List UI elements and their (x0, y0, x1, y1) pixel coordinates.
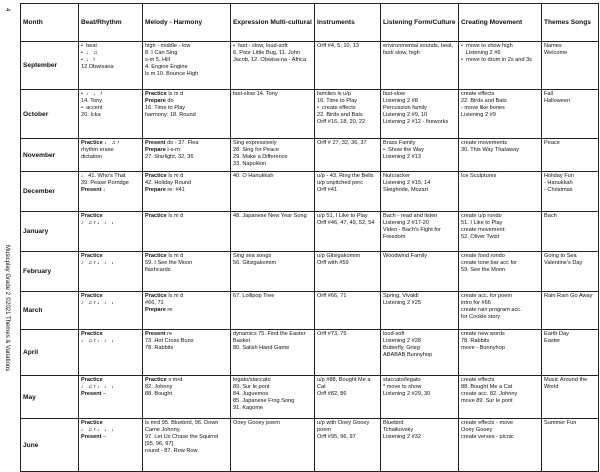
cell-line: 6. Poor Little Bug, 11. John Jacob, 12. Obwisa-na - Africa (233, 50, 307, 63)
cell-line: u/p Gitsigakomim (317, 253, 361, 259)
cell-line: • ♩ 𝄽 (81, 57, 95, 63)
cell-line: dictation (81, 154, 102, 160)
cell-line: Orff #82, 86 (317, 391, 347, 397)
cell-line: 22. Birds and Bats (317, 112, 363, 118)
header-melody-harmony: Melody - Harmony (143, 4, 231, 42)
cell-line: #66, 71 (145, 300, 164, 306)
table-row (21, 252, 599, 292)
cell-line: Listening 2 #28 (383, 338, 421, 344)
cell-line: create tone bar acc for (461, 260, 517, 266)
cell-line: Practice ls m d (145, 253, 184, 259)
cell-line: loud-soft (383, 331, 405, 337)
cell-line: create rain program acc. (461, 307, 522, 313)
cell-line: 52. Oliver Twist (461, 234, 500, 240)
cell-line: ♩ ♫ 𝄽 ♩ ♩ ♩ (81, 384, 118, 390)
cell-line: 88. Bought (145, 391, 173, 397)
month-cell: January (21, 212, 79, 252)
cell-line: ♩ 41. Who's That (81, 173, 126, 179)
cell-line: Present ♩ (81, 187, 109, 193)
cell-line: Orff #4, 5, 10, 13 (317, 43, 359, 49)
table-cell (459, 330, 542, 376)
cell-line: Peace (544, 140, 560, 146)
table-cell (542, 212, 599, 252)
month-cell: September (21, 42, 79, 90)
cell-line: Listening 2 #15, 14 (383, 180, 431, 186)
table-cell (79, 212, 143, 252)
cell-line: Sleighride, Mozart (383, 187, 429, 193)
cell-line: 82. Johnny (145, 384, 173, 390)
table-cell (542, 139, 599, 172)
cell-line: Listening 2 #17-20 (383, 220, 430, 226)
cell-line: create effects (461, 377, 495, 383)
table-row (21, 42, 599, 90)
table-cell (231, 330, 315, 376)
cell-line: ls m 10. Bounce High (145, 71, 199, 77)
cell-line: Listening 2 #13 (383, 154, 421, 160)
cell-line: 42. Holiday Round (145, 180, 192, 186)
table-row (21, 212, 599, 252)
table-cell (459, 139, 542, 172)
cell-line: flashcards (145, 267, 171, 273)
cell-line: Nutcracker (383, 173, 411, 179)
cell-line: Orff #66, 71 (317, 293, 347, 299)
cell-line: Practice ls m d (145, 91, 184, 97)
cell-line: Woodwind Family (383, 253, 428, 259)
cell-line: u/p with Ooey Gooey poem (317, 420, 371, 433)
cell-line: Present – (81, 434, 107, 440)
cell-line: Orff #16, 18, 20, 22 (317, 119, 366, 125)
cell-line: Tchaikovsky (383, 427, 414, 433)
cell-line: harmony: 18. Round (145, 112, 196, 118)
cell-line: Orff with #59 (317, 260, 349, 266)
table-cell (315, 292, 381, 330)
header-listening: Listening Form/Culture (381, 4, 459, 42)
table-cell (459, 212, 542, 252)
table-cell (231, 172, 315, 212)
header-instruments: Instruments (315, 4, 381, 42)
cell-line: 27. Starlight, 32, 36 (145, 154, 194, 160)
month-cell: May (21, 376, 79, 419)
table-cell (79, 376, 143, 419)
cell-line: * move to show (383, 384, 422, 390)
cell-line: 20. Icka (81, 112, 101, 118)
cell-line: ♩ ♫ 𝄽 ♩ ♩ ♩ (81, 427, 118, 433)
cell-line: Going to Sea (544, 253, 577, 259)
table-cell (381, 212, 459, 252)
cell-line: Listening 2 #6 (461, 50, 501, 56)
cell-line: u/p - 43. Ring the Bells (317, 173, 374, 179)
cell-line: u/p 51, I Like to Play (317, 213, 368, 219)
cell-line: 29. Make a Difference (233, 154, 288, 160)
cell-line: Video - Bach's Fight for Freedom (383, 227, 443, 240)
cell-line: create verses - picnic (461, 434, 514, 440)
month-cell: October (21, 90, 79, 139)
table-cell (143, 139, 231, 172)
table-cell (381, 90, 459, 139)
table-cell (79, 292, 143, 330)
cell-line: • beat (81, 43, 97, 49)
cell-line: for Cookie story (461, 314, 501, 320)
table-cell (315, 376, 381, 419)
table-row (21, 330, 599, 376)
cell-line: 59. See the Moon (461, 267, 506, 273)
table-cell (459, 252, 542, 292)
curriculum-table (20, 3, 599, 472)
cell-line: Present re (145, 331, 173, 337)
cell-line: Practice (81, 213, 103, 219)
table-cell (143, 90, 231, 139)
table-cell (459, 376, 542, 419)
cell-line: rhythm erase (81, 147, 114, 153)
table-cell (381, 139, 459, 172)
cell-line: create movement: (461, 227, 506, 233)
table-cell (79, 330, 143, 376)
cell-line: u/p #88, Bought Me a Cat (317, 377, 373, 390)
cell-line: Bluebird (383, 420, 404, 426)
cell-line: Percussion family (383, 105, 427, 111)
cell-line: Prepare l-s-m: (145, 147, 182, 153)
table-row (21, 90, 599, 139)
table-cell (315, 212, 381, 252)
cell-line: Ice Sculptures (461, 173, 497, 179)
table-cell (381, 172, 459, 212)
table-cell (315, 252, 381, 292)
cell-line: Practice (81, 253, 103, 259)
table-cell (381, 292, 459, 330)
cell-line: Prepare re: #41 (145, 187, 185, 193)
table-cell (459, 292, 542, 330)
cell-line: Practice ls m d (145, 173, 184, 179)
table-cell (542, 330, 599, 376)
table-cell (79, 139, 143, 172)
cell-line: Practice s mrd (145, 377, 183, 383)
cell-line: 40. O Hanukkah (233, 173, 274, 179)
cell-line: round - 87. Row Row (145, 448, 198, 454)
cell-line: • fast - slow, loud-soft (233, 43, 288, 49)
cell-line: - Christmas (544, 187, 573, 193)
table-cell (381, 376, 459, 419)
table-cell (143, 212, 231, 252)
cell-line: 14. Tony (81, 98, 103, 104)
cell-line: 89. Sur le pont (233, 384, 270, 390)
table-cell (542, 376, 599, 419)
table-cell (542, 172, 599, 212)
table-cell (143, 172, 231, 212)
cell-line: • ♩ ♩ 𝄽 (81, 91, 103, 97)
cell-line: fast-slow 14. Tony (233, 91, 278, 97)
cell-line: 8. I Can Sing (145, 50, 178, 56)
cell-line: Practice (81, 293, 103, 299)
cell-line: 22. Birds and Bats (461, 98, 507, 104)
cell-line: families ls u/p (317, 91, 351, 97)
cell-line: move 89. Sur le pont (461, 398, 513, 404)
cell-line: 4. Engine Engine (145, 64, 188, 70)
cell-line: Earth Day (544, 331, 569, 337)
cell-line: dynamics 75. Find the Easter Basket (233, 331, 308, 344)
month-cell: February (21, 252, 79, 292)
cell-line: create u/p rondo (461, 213, 502, 219)
cell-line: 12.Obwisana (81, 64, 114, 70)
table-cell (79, 42, 143, 90)
table-cell (542, 252, 599, 292)
table-cell (231, 376, 315, 419)
table-cell (231, 42, 315, 90)
cell-line: create acc. for poem (461, 293, 512, 299)
cell-line: Spring, Vivaldi (383, 293, 419, 299)
cell-line: intro for #66 (461, 300, 491, 306)
cell-line: 78. Rabbits (461, 338, 490, 344)
cell-line: • move to drum in 2s and 3s (461, 57, 532, 63)
cell-line: move - Bunnyhop (461, 345, 505, 351)
cell-line: Summer Fun (544, 420, 577, 426)
cell-line: Ooey Gooey (461, 427, 493, 433)
cell-line: - move like bones (461, 105, 505, 111)
table-cell (143, 330, 231, 376)
cell-line: 56. Gitsigakomim (233, 260, 277, 266)
cell-line: • create effects (317, 105, 356, 111)
table-cell (231, 212, 315, 252)
cell-line: Music Around the World (544, 377, 589, 390)
cell-line: 16. Time to Play (317, 98, 358, 104)
cell-line: ♩ ♫ 𝄽 ♩ ♩ ♩ (81, 220, 118, 226)
cell-line: Listening 2 #12 - fireworks (383, 119, 449, 125)
month-cell: November (21, 139, 79, 172)
table-cell (315, 139, 381, 172)
cell-line: Listening 2 #29, 30 (383, 391, 431, 397)
cell-line: Practice (81, 377, 103, 383)
cell-line: create acc. 82. Johnny (461, 391, 518, 397)
table-cell (143, 376, 231, 419)
cell-line: 28. Sing for Peace (233, 147, 280, 153)
cell-line: 59. I See the Moon (145, 260, 193, 266)
table-cell (459, 90, 542, 139)
cell-line: ABABAB Bunnyhop (383, 352, 433, 358)
table-row (21, 292, 599, 330)
month-cell: March (21, 292, 79, 330)
cell-line: Ooey Gooey poem (233, 420, 280, 426)
cell-line: Sing sea songs (233, 253, 272, 259)
cell-line: Listening 2 #9 (461, 112, 496, 118)
cell-line: u/p unpitched perc (317, 180, 364, 186)
cell-line: Practice (81, 420, 103, 426)
cell-line: create effects (461, 91, 495, 97)
header-beat-rhythm: Beat/Rhythm (79, 4, 143, 42)
cell-line: legato/staccato (233, 377, 271, 383)
table-cell (459, 172, 542, 212)
cell-line: Practice (81, 331, 103, 337)
cell-line: staccato/legato (383, 377, 421, 383)
table-cell (315, 90, 381, 139)
cell-line: ♩ ♫ 𝄽 ♩ ♩ ♩ (81, 260, 118, 266)
cell-line: Bach (544, 213, 557, 219)
table-cell (143, 42, 231, 90)
cell-line: Sing expressively (233, 140, 277, 146)
table-cell (381, 330, 459, 376)
cell-line: 78. Rabbits (145, 345, 174, 351)
cell-line: 67. Lollipop Tree (233, 293, 275, 299)
cell-line: Practice ls m d (145, 213, 184, 219)
cell-line: Prepare re (145, 307, 173, 313)
cell-line: Names (544, 43, 562, 49)
table-cell (231, 139, 315, 172)
cell-line: 88. Bought Me a Cat (461, 384, 513, 390)
cell-line: 48. Japanese New Year Song (233, 213, 307, 219)
table-cell (231, 252, 315, 292)
table-row (21, 376, 599, 419)
cell-line: create effects - move (461, 420, 514, 426)
cell-line: Easter (544, 338, 561, 344)
cell-line: Holiday Fun (544, 173, 574, 179)
table-cell (315, 42, 381, 90)
cell-line: Orff #46, 47, 49, 52, 54 (317, 220, 375, 226)
table-cell (143, 252, 231, 292)
table-cell (79, 90, 143, 139)
cell-line: fast-slow (383, 91, 406, 97)
cell-line: - Hanukkah (544, 180, 573, 186)
cell-line: environmental sounds, beat, fast/ slow, high (383, 43, 455, 56)
cell-line: Fall (544, 91, 554, 97)
cell-line: Present do - 37. Flea (145, 140, 199, 146)
cell-line: Orff #41 (317, 187, 338, 193)
cell-line: high - middle - low (145, 43, 191, 49)
cell-line: • accent (81, 105, 103, 111)
month-cell: June (21, 419, 79, 472)
table-cell (315, 330, 381, 376)
page-number: 4 (4, 8, 10, 12)
cell-line: Halloween (544, 98, 571, 104)
cell-line: Present – (81, 391, 107, 397)
cell-line: ♩ ♫ 𝄽 ♩ ♩ ♩ (81, 338, 118, 344)
cell-line: 97. Let Us Chase the Squirrel [95, 96, 97] (145, 434, 220, 447)
table-cell (315, 172, 381, 212)
cell-line: create movements (461, 140, 508, 146)
header-row (21, 4, 599, 42)
cell-line: Butterfly, Grieg (383, 345, 420, 351)
cell-line: Orff # 27, 32, 36, 37 (317, 140, 367, 146)
cell-line: ls mrd 95. Bluebird, 96. Down Came Johnny, (145, 420, 220, 433)
table-row (21, 139, 599, 172)
table-cell (459, 42, 542, 90)
cell-line: 73. Hot Cross Buns (145, 338, 194, 344)
cell-line: Rain Rain Go Away (544, 293, 593, 299)
cell-line: 16. Time to Play (145, 105, 186, 111)
cell-line: Orff #73, 75 (317, 331, 347, 337)
cell-line: Practice ls m d (145, 293, 184, 299)
table-cell (79, 172, 143, 212)
cell-line: • Show the Way (383, 147, 424, 153)
page-spine (0, 0, 14, 464)
cell-line: Listening 2 #25 (383, 300, 421, 306)
table-cell (542, 42, 599, 90)
cell-line: Orff #95, 96, 97 (317, 434, 356, 440)
header-month: Month (21, 4, 79, 42)
header-expression: Expression Multi-cultural (231, 4, 315, 42)
cell-line: Prepare do (145, 98, 174, 104)
table-cell (381, 42, 459, 90)
cell-line: • ♩ ♫ (81, 50, 98, 56)
cell-line: Valentine's Day (544, 260, 583, 266)
cell-line: Listening 2 #9, 10 (383, 112, 428, 118)
table-cell (143, 292, 231, 330)
cell-line: 39. Pease Porridge (81, 180, 129, 186)
spine-title: Musicplay Grade 2 ©2021 Themes & Variations (4, 245, 10, 372)
header-themes-songs: Themes Songs (542, 4, 599, 42)
month-cell: December (21, 172, 79, 212)
cell-line: Brass Family (383, 140, 416, 146)
cell-line: Bach - read and listen (383, 213, 438, 219)
cell-line: ♩ ♫ 𝄽 ♩ ♩ ♩ (81, 300, 118, 306)
table-cell (542, 90, 599, 139)
cell-line: s-m 5. Hill (145, 57, 170, 63)
cell-line: Welcome (544, 50, 568, 56)
cell-line: Listening 2 #8 (383, 98, 418, 104)
table-row (21, 172, 599, 212)
table-cell (231, 90, 315, 139)
cell-line: Listening 2 #32 (383, 434, 421, 440)
table-cell (79, 252, 143, 292)
cell-line: 85. Japanese Frog Song (233, 398, 295, 404)
cell-line: Practice ♩ ♫ 𝄽 (81, 140, 119, 146)
table-cell (542, 292, 599, 330)
cell-line: create food rondo (461, 253, 505, 259)
cell-line: 84. Juguemos (233, 391, 269, 397)
cell-line: 30. This Way Thataway (461, 147, 520, 153)
month-cell: April (21, 330, 79, 376)
cell-line: 51. I Like to Play (461, 220, 503, 226)
cell-line: 91. Kagome (233, 405, 264, 411)
cell-line: 80. Salish Hand Game (233, 345, 290, 351)
cell-line: 33. Napoléon (233, 161, 267, 167)
cell-line: create new words (461, 331, 505, 337)
cell-line: • move to show high (461, 43, 513, 49)
table-cell (381, 252, 459, 292)
table-cell (231, 292, 315, 330)
header-creating-movement: Creating Movement (459, 4, 542, 42)
